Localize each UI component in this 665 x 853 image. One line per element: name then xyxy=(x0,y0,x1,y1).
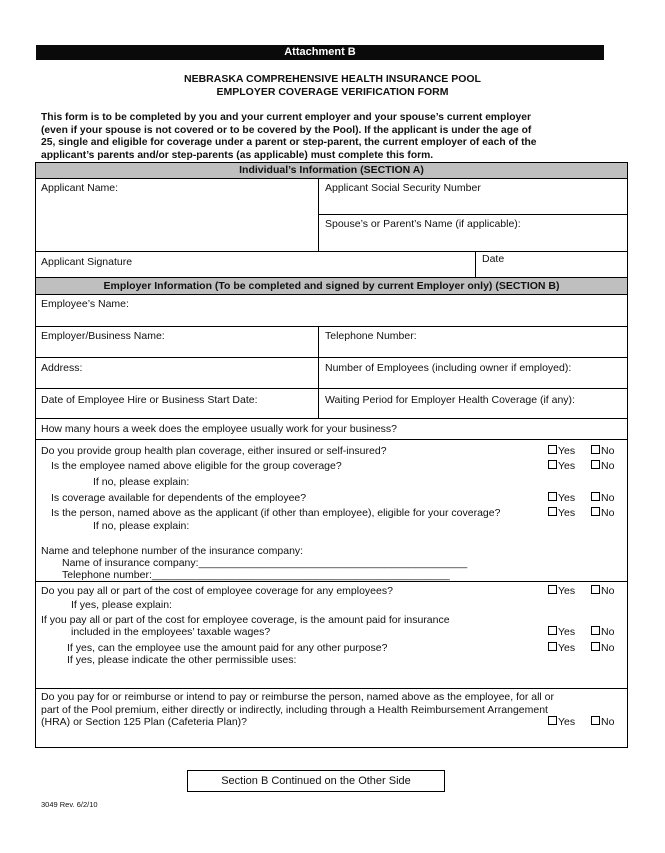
yes-checkbox[interactable]: Yes xyxy=(548,716,575,728)
yes-checkbox[interactable]: Yes xyxy=(548,460,575,472)
question-pay-cost: Do you pay all or part of the cost of employee coverage for any employees? xyxy=(41,585,393,597)
question-reimburse-cont: part of the Pool premium, either directly or indirectly, including through a Health Reimbursement Arrangement xyxy=(41,704,548,716)
insurance-name-field[interactable]: Name of insurance company:______________________________________________ xyxy=(62,557,468,569)
continued-notice: Section B Continued on the Other Side xyxy=(187,770,445,792)
applicant-ssn-field[interactable]: Applicant Social Security Number xyxy=(325,182,481,194)
explain-label: If no, please explain: xyxy=(93,476,190,488)
applicant-name-field[interactable]: Applicant Name: xyxy=(41,182,119,194)
num-employees-field[interactable]: Number of Employees (including owner if employed): xyxy=(325,362,572,374)
explain-label: If no, please explain: xyxy=(93,520,190,532)
no-checkbox[interactable]: No xyxy=(591,492,614,504)
insurance-phone-field[interactable]: Telephone number:___________________________________________________ xyxy=(62,569,450,581)
telephone-field[interactable]: Telephone Number: xyxy=(325,330,417,342)
hire-date-field[interactable]: Date of Employee Hire or Business Start Date: xyxy=(41,394,258,406)
section-b-heading: Employer Information (To be completed and signed by current Employer only) (SECTION B) xyxy=(36,278,627,294)
intro-text xyxy=(41,112,626,162)
yes-checkbox[interactable]: Yes xyxy=(548,626,575,638)
hours-per-week-field[interactable]: How many hours a week does the employee usually work for your business? xyxy=(41,423,398,435)
question-group-coverage: Do you provide group health plan coverage, either insured or self-insured? xyxy=(41,445,387,457)
question-taxable-wages-cont: included in the employees’ taxable wages? xyxy=(71,626,271,638)
question-dependents: Is coverage available for dependents of the employee? xyxy=(51,492,307,504)
yes-checkbox[interactable]: Yes xyxy=(548,445,575,457)
applicant-signature-field[interactable]: Applicant Signature xyxy=(41,256,133,268)
revision-label: 3049 Rev. 6/2/10 xyxy=(41,800,98,809)
permissible-uses-label: If yes, please indicate the other permissible uses: xyxy=(67,654,297,666)
intro-line: This form is to be completed by you and your current employer and your spouse’s current employer xyxy=(41,112,531,123)
date-field[interactable]: Date xyxy=(482,253,505,265)
question-employee-eligible: Is the employee named above eligible for the group coverage? xyxy=(51,460,342,472)
question-taxable-wages: If you pay all or part of the cost for employee coverage, is the amount paid for insurance xyxy=(41,614,450,626)
question-reimburse-cont: (HRA) or Section 125 Plan (Cafeteria Plan)? xyxy=(41,716,248,728)
question-other-purpose: If yes, can the employee use the amount paid for any other purpose? xyxy=(67,642,388,654)
intro-line: applicant’s parents and/or step-parents (as applicable) must complete this form. xyxy=(41,149,434,161)
insurance-company-heading: Name and telephone number of the insurance company: xyxy=(41,545,304,557)
no-checkbox[interactable]: No xyxy=(591,642,614,654)
question-applicant-eligible: Is the person, named above as the applicant (if other than employee), eligible for your coverage? xyxy=(51,507,501,519)
employee-name-field[interactable]: Employee’s Name: xyxy=(41,298,129,310)
no-checkbox[interactable]: No xyxy=(591,445,614,457)
waiting-period-field[interactable]: Waiting Period for Employer Health Coverage (if any): xyxy=(325,394,575,406)
intro-line: 25, single and eligible for coverage under a parent or step-parent, the current employer of each of the xyxy=(41,137,537,148)
section-a-heading: Individual’s Information (SECTION A) xyxy=(36,163,627,178)
form-title-line1: NEBRASKA COMPREHENSIVE HEALTH INSURANCE POOL xyxy=(184,73,481,85)
explain-label: If yes, please explain: xyxy=(71,599,172,611)
yes-checkbox[interactable]: Yes xyxy=(548,642,575,654)
no-checkbox[interactable]: No xyxy=(591,626,614,638)
spouse-parent-name-field[interactable]: Spouse’s or Parent’s Name (if applicable): xyxy=(325,218,521,230)
question-reimburse: Do you pay for or reimburse or intend to pay or reimburse the person, named above as the employee, for all or xyxy=(41,691,555,703)
no-checkbox[interactable]: No xyxy=(591,460,614,472)
form-title-line2: EMPLOYER COVERAGE VERIFICATION FORM xyxy=(216,86,449,98)
verification-form xyxy=(35,162,628,748)
yes-checkbox[interactable]: Yes xyxy=(548,492,575,504)
no-checkbox[interactable]: No xyxy=(591,507,614,519)
employer-name-field[interactable]: Employer/Business Name: xyxy=(41,330,165,342)
attachment-banner: Attachment B xyxy=(36,45,604,60)
no-checkbox[interactable]: No xyxy=(591,585,614,597)
yes-checkbox[interactable]: Yes xyxy=(548,585,575,597)
address-field[interactable]: Address: xyxy=(41,362,83,374)
intro-line: (even if your spouse is not covered or to be covered by the Pool). If the applicant is under the age of xyxy=(41,124,532,136)
no-checkbox[interactable]: No xyxy=(591,716,614,728)
yes-checkbox[interactable]: Yes xyxy=(548,507,575,519)
